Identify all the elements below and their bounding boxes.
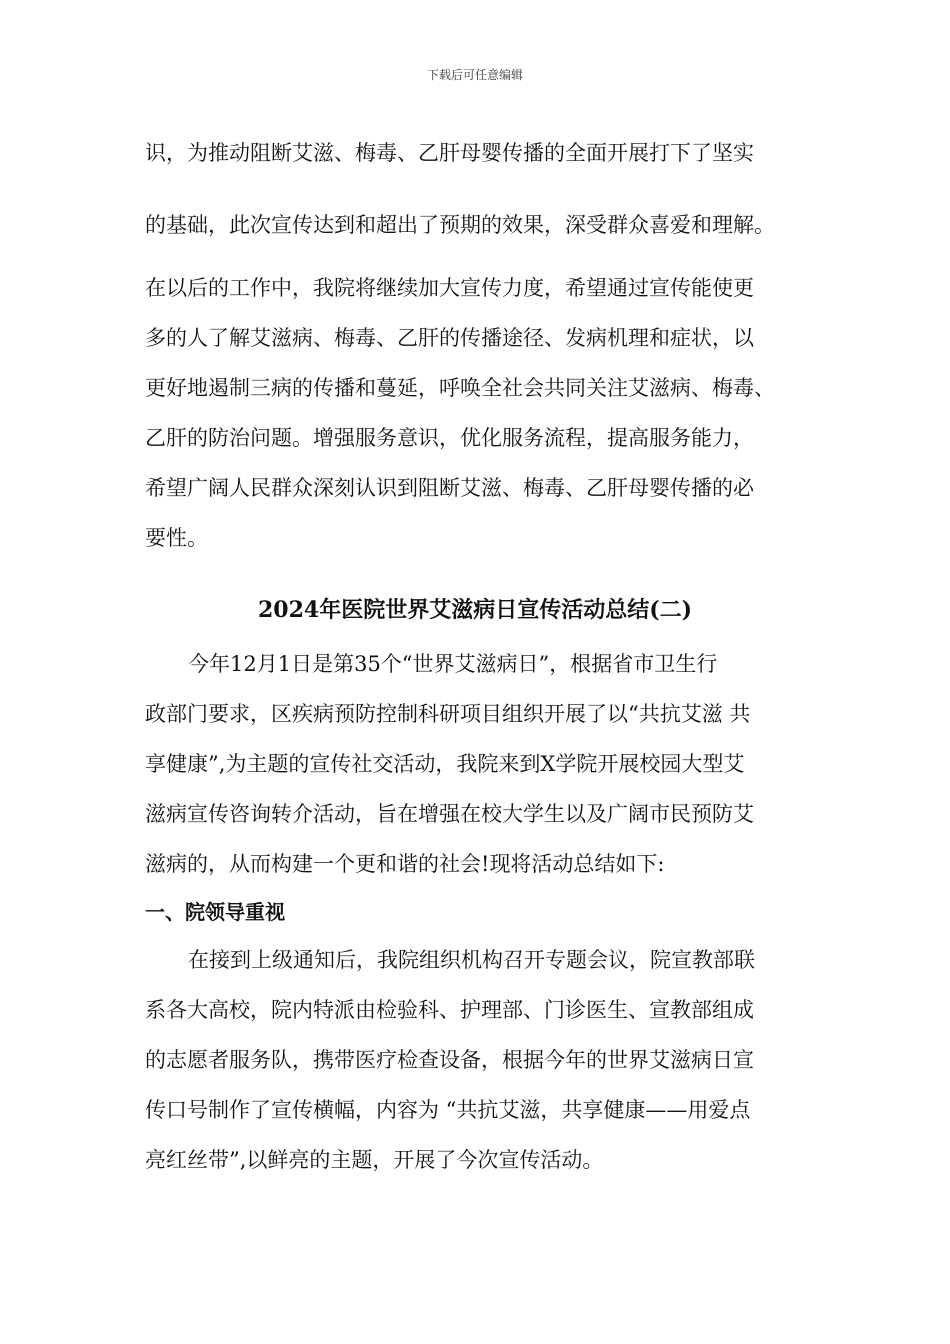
paragraph-line: 在以后的工作中，我院将继续加大宣传力度，希望通过宣传能使更 (145, 276, 754, 300)
paragraph-line: 希望广阔人民群众深刻认识到阻断艾滋、梅毒、乙肝母婴传播的必 (145, 476, 754, 500)
paragraph-line: 更好地遏制三病的传播和蔓延，呼唤全社会共同关注艾滋病、梅毒、 (145, 376, 775, 400)
paragraph-line: 要性。 (145, 526, 208, 550)
paragraph-line: 乙肝的防治问题。增强服务意识，优化服务流程，提高服务能力， (145, 426, 754, 450)
paragraph-line: 识，为推动阻断艾滋、梅毒、乙肝母婴传播的全面开展打下了坚实 (145, 141, 754, 165)
paragraph-line: 传口号制作了宣传横幅，内容为 “共抗艾滋，共享健康——用爱点 (145, 1098, 751, 1122)
document-title: 2024年医院世界艾滋病日宣传活动总结(二) (257, 597, 693, 623)
paragraph-line: 政部门要求，区疾病预防控制科研项目组织开展了以“共抗艾滋 共 (145, 702, 751, 726)
paragraph-line: 亮红丝带”,以鲜亮的主题，开展了今次宣传活动。 (145, 1148, 604, 1172)
paragraph-line: 滋病的，从而构建一个更和谐的社会!现将活动总结如下: (145, 852, 665, 876)
paragraph-line: 享健康”,为主题的宣传社交活动，我院来到X学院开展校园大型艾 (145, 752, 745, 776)
section-heading: 一、院领导重视 (145, 900, 285, 924)
paragraph-line: 系各大高校，院内特派由检验科、护理部、门诊医生、宣教部组成 (145, 998, 754, 1022)
paragraph-line: 的志愿者服务队，携带医疗检查设备，根据今年的世界艾滋病日宣 (145, 1048, 754, 1072)
paragraph-line: 今年12月1日是第35个“世界艾滋病日”，根据省市卫生行 (188, 652, 718, 676)
paragraph-line: 在接到上级通知后，我院组织机构召开专题会议，院宣教部联 (188, 948, 755, 972)
page-header-note: 下载后可任意编辑 (426, 68, 523, 82)
paragraph-line: 的基础，此次宣传达到和超出了预期的效果，深受群众喜爱和理解。 (145, 213, 775, 237)
paragraph-line: 滋病宣传咨询转介活动，旨在增强在校大学生以及广阔市民预防艾 (145, 802, 754, 826)
paragraph-line: 多的人了解艾滋病、梅毒、乙肝的传播途径、发病机理和症状，以 (145, 326, 754, 350)
